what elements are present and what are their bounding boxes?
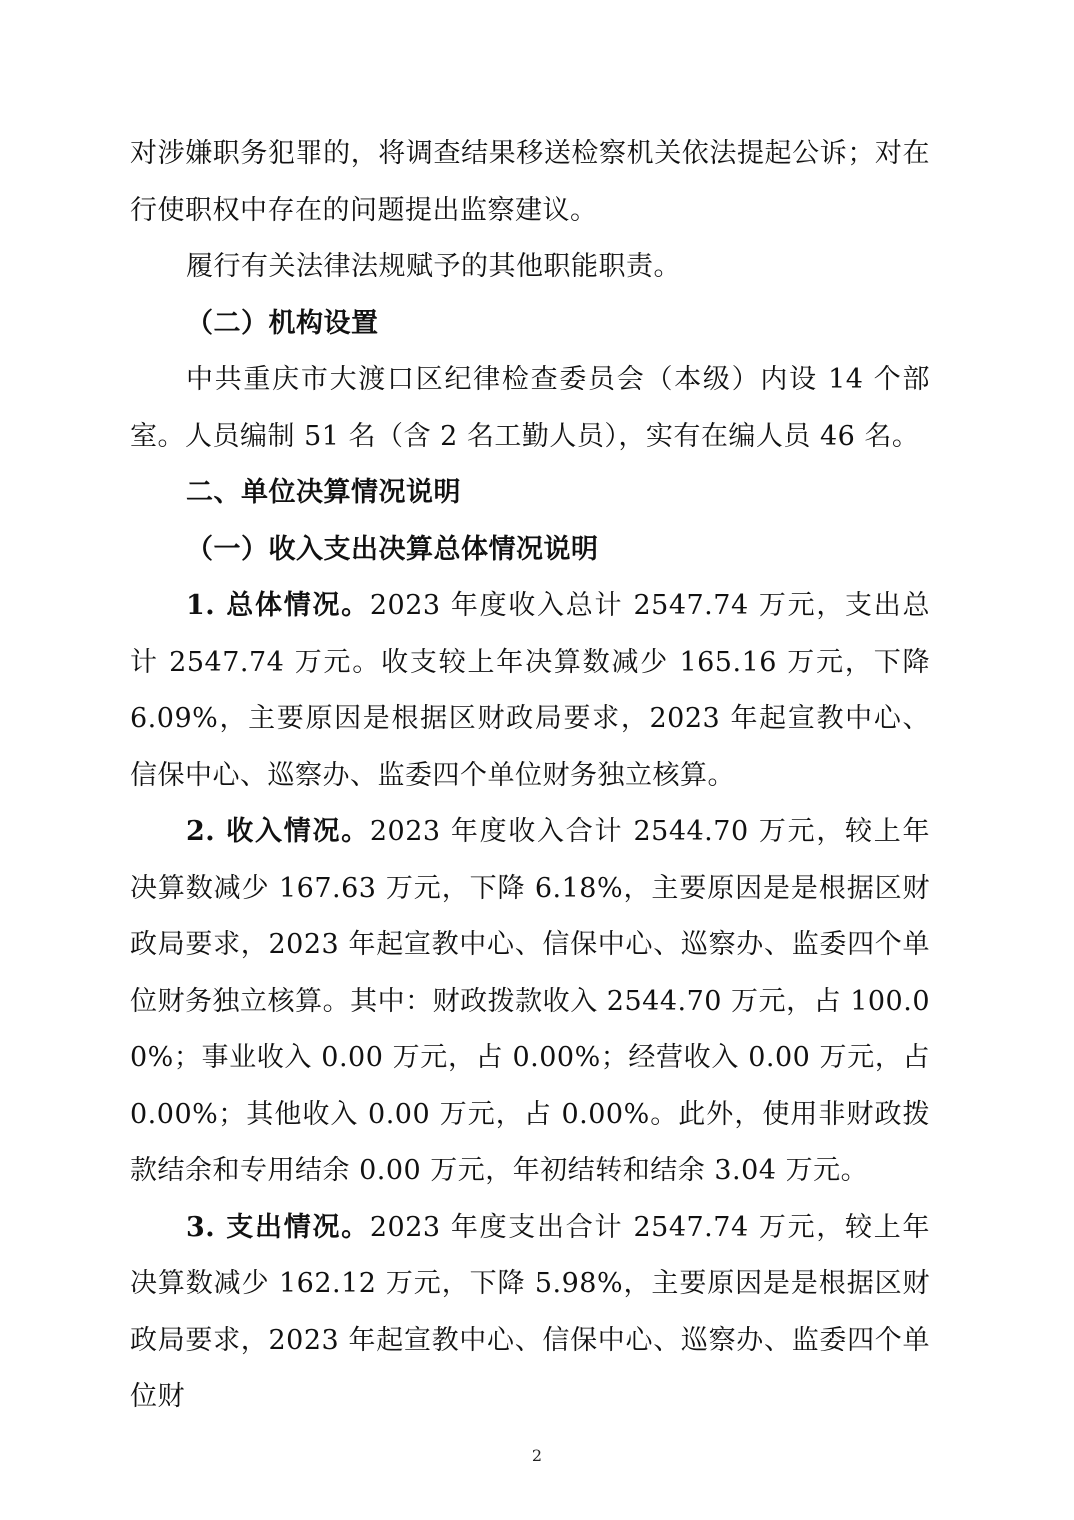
paragraph-expense-situation — [130, 1200, 930, 1426]
item-lead-overall: 1. 总体情况。 — [186, 590, 370, 621]
item-text-income: 2023 年度收入合计 2544.70 万元，较上年决算数减少 167.63 万元，下降 6.18%，主要原因是是根据区财政局要求，2023 年起宣教中心、信保中心、巡察办、监委四个单位财务独立核算。其中：财政拨款收入 2544.70 万元，占 100.00%；事业收入 0.00 万元，占 0.00%；经营收入 0.00 万元，占 0.00%；其他收入 0.00 万元，占 0.00%。此外，使用非财政拨款结余和专用结余 0.00 万元，年初结转和结余 3.04 万元。 — [130, 816, 930, 1186]
document-body — [130, 126, 930, 1426]
paragraph-income-situation — [130, 804, 930, 1200]
paragraph-org-setup: 中共重庆市大渡口区纪律检查委员会（本级）内设 14 个部室。人员编制 51 名（含 2 名工勤人员），实有在编人员 46 名。 — [130, 364, 930, 452]
paragraph-other-duties: 履行有关法律法规赋予的其他职能职责。 — [186, 251, 681, 282]
item-text-expense: 2023 年度支出合计 2547.74 万元，较上年决算数减少 162.12 万元，下降 5.98%，主要原因是是根据区财政局要求，2023 年起宣教中心、信保中心、巡察办、监委四个单位财 — [130, 1211, 930, 1412]
item-text-overall: 2023 年度收入总计 2547.74 万元，支出总计 2547.74 万元。收支较上年决算数减少 165.16 万元，下降 6.09%，主要原因是根据区财政局要求，2023 年起宣教中心、信保中心、巡察办、监委四个单位财务独立核算。 — [130, 590, 930, 791]
heading-section-2: 二、单位决算情况说明 — [186, 477, 461, 508]
paragraph-duties-continuation: 对涉嫌职务犯罪的，将调查结果移送检察机关依法提起公诉；对在行使职权中存在的问题提出监察建议。 — [130, 138, 930, 226]
page-number: 2 — [531, 1446, 543, 1465]
item-lead-expense: 3. 支出情况。 — [186, 1211, 370, 1243]
item-lead-income: 2. 收入情况。 — [186, 816, 370, 847]
heading-income-expense-overview: （一）收入支出决算总体情况说明 — [186, 533, 599, 565]
heading-org-setup: （二）机构设置 — [186, 307, 379, 339]
paragraph-overall-situation — [130, 578, 930, 804]
